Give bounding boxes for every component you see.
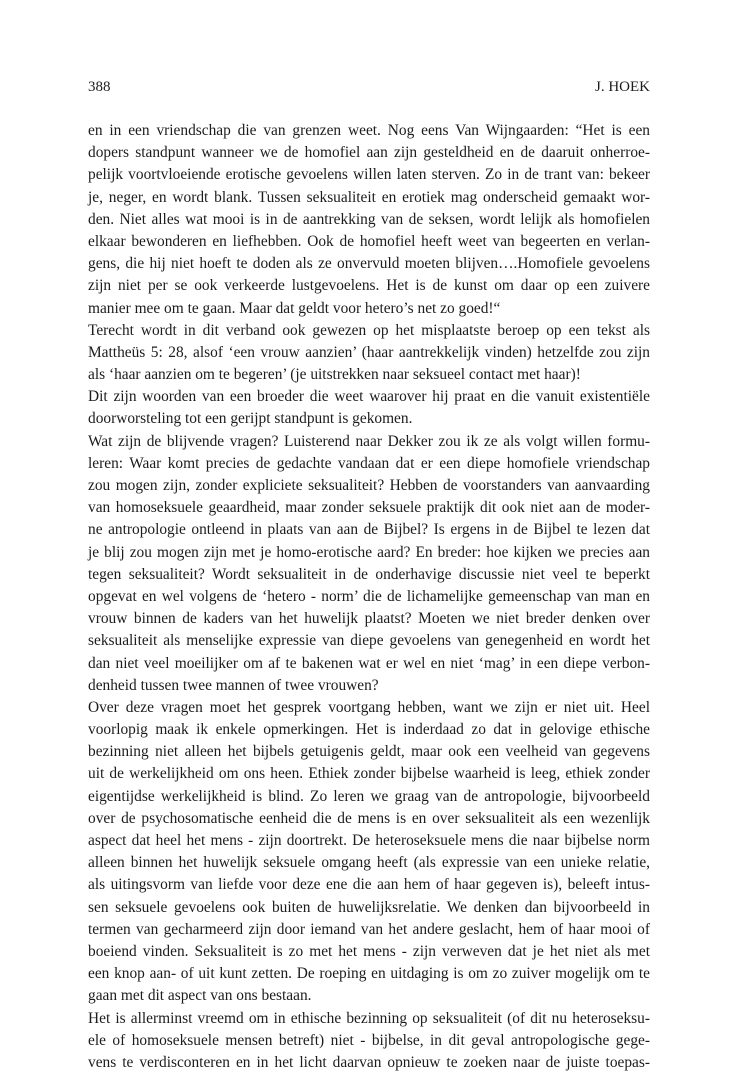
- body-text: [88, 120, 650, 1074]
- text-line: vrouw binnen de kaders van het huwelijk plaatst? Moeten we niet breder denken over: [88, 610, 650, 628]
- text-line: dopers standpunt wanneer we de homofiel aan zijn gesteldheid en de daaruit onherroe-: [88, 144, 650, 162]
- text-line: Over deze vragen moet het gesprek voortgang hebben, want we zijn er niet uit. Heel: [88, 698, 650, 716]
- text-line: en in een vriendschap die van grenzen weet. Nog eens Van Wijngaarden: “Het is een: [88, 122, 650, 139]
- text-line: van homoseksuele geaardheid, maar zonder seksuele praktijk dit ook niet aan de moder-: [88, 499, 650, 517]
- text-line: seksualiteit als menselijke expressie van diepe gevoelens van genegenheid en wordt het: [88, 632, 650, 650]
- text-line: aspect dat heel het mens - zijn doortrekt. De heteroseksuele mens die naar bijbelse norm: [88, 832, 650, 849]
- text-line: gaan met dit aspect van ons bestaan.: [88, 987, 312, 1005]
- text-line: ne antropologie ontleend in plaats van aan de Bijbel? Is ergens in de Bijbel te lezen dat: [88, 521, 650, 539]
- page-number: 388: [88, 79, 111, 95]
- text-line: je blij zou mogen zijn met je homo-erotische aard? En breder: hoe kijken we precies aan: [88, 543, 650, 561]
- text-line: je, neger, en wordt blank. Tussen seksualiteit en erotiek mag onderscheid gemaakt wor-: [88, 188, 650, 206]
- text-line: doorworsteling tot een gerijpt standpunt is gekomen.: [88, 410, 413, 428]
- text-line: zijn niet per se ook verkeerde lustgevoelens. Het is de kunst om daar op een zuivere: [88, 277, 650, 295]
- text-line: denheid tussen twee mannen of twee vrouwen?: [88, 676, 379, 694]
- document-page: [88, 76, 650, 1074]
- text-line: over de psychosomatische eenheid die de mens is en over seksualiteit als een wezenlijk: [88, 809, 650, 827]
- text-line: als uitingsvorm van liefde voor deze ene die aan hem of haar gegeven is), beleeft intus-: [88, 876, 650, 894]
- text-line: een knop aan- of uit kunt zetten. De roeping en uitdaging is om zo zuiver mogelijk om te: [88, 965, 650, 983]
- text-line: ele of homoseksuele mensen betreft) niet - bijbelse, in dit geval antropologische gege-: [88, 1031, 650, 1049]
- text-line: elkaar bewonderen en liefhebben. Ook de homofiel heeft weet van begeerten en verlan-: [88, 232, 650, 250]
- text-line: tegen seksualiteit? Wordt seksualiteit in de onderhavige discussie niet veel te beperkt: [88, 565, 650, 583]
- text-line: zou mogen zijn, zonder expliciete seksualiteit? Hebben de voorstanders van aanvaarding: [88, 477, 650, 494]
- text-line: gens, die hij niet hoeft te doden als ze onvervuld moeten blijven….Homofiele gevoelens: [88, 255, 650, 273]
- text-line: als ‘haar aanzien om te begeren’ (je uitstrekken naar seksueel contact met haar)!: [88, 366, 581, 384]
- running-title: J. HOEK: [595, 79, 650, 95]
- text-line: Terecht wordt in dit verband ook gewezen op het misplaatste beroep op een tekst als: [88, 321, 650, 339]
- text-line: alleen binnen het huwelijk seksuele omgang heeft (als expressie van een unieke relatie,: [88, 854, 650, 872]
- text-line: leren: Waar komt precies de gedachte vandaan dat er een diepe homofiele vriendschap: [88, 454, 650, 472]
- text-line: Mattheüs 5: 28, alsof ‘een vrouw aanzien’ (haar aantrekkelijk vinden) hetzelfde zou zijn: [88, 343, 650, 361]
- text-line: manier mee om te gaan. Maar dat geldt voor hetero’s net zo goed!“: [88, 299, 501, 317]
- text-line: opgevat en wel volgens de ‘hetero - norm’ die de lichamelijke gemeenschap van man en: [88, 587, 650, 605]
- text-line: termen van gecharmeerd zijn door iemand van het andere geslacht, hem of haar mooi of: [88, 920, 650, 938]
- text-line: eigentijdse werkelijkheid is blind. Zo leren we graag van de antropologie, bijvoorbeeld: [88, 787, 650, 805]
- text-line: Het is allerminst vreemd om in ethische bezinning op seksualiteit (of dit nu heteroseksu-: [88, 1009, 650, 1027]
- text-line: uit de werkelijkheid om ons heen. Ethiek zonder bijbelse waarheid is leeg, ethiek zonder: [88, 765, 650, 783]
- text-line: sen seksuele gevoelens ook buiten de huwelijksrelatie. We denken dan bijvoorbeeld in: [88, 898, 650, 916]
- text-line: Wat zijn de blijvende vragen? Luisterend naar Dekker zou ik ze als volgt willen formu-: [88, 432, 650, 450]
- text-line: bezinning niet alleen het bijbels getuigenis geldt, maar ook een veelheid van gegevens: [88, 743, 650, 761]
- text-line: Dit zijn woorden van een broeder die weet waarover hij praat en die vanuit existentiële: [88, 388, 650, 406]
- text-line: dan niet veel moeilijker om af te bakenen wat er wel en niet ‘mag’ in een diepe verbon-: [88, 654, 650, 672]
- text-line: voorlopig maak ik enkele opmerkingen. Het is inderdaad zo dat in gelovige ethische: [88, 721, 650, 739]
- text-line: boeiend vinden. Seksualiteit is zo met het mens - zijn verweven dat je het niet als met: [88, 942, 650, 960]
- text-line: pelijk voortvloeiende erotische gevoelens willen laten sterven. Zo in de trant van: bekeer: [88, 166, 650, 184]
- text-line: vens te verdisconteren en in het licht daarvan opnieuw te zoeken naar de juiste toepas-: [88, 1053, 650, 1071]
- running-head: [88, 76, 650, 98]
- text-line: den. Niet alles wat mooi is in de aantrekking van de seksen, wordt lelijk als homofielen: [88, 210, 650, 228]
